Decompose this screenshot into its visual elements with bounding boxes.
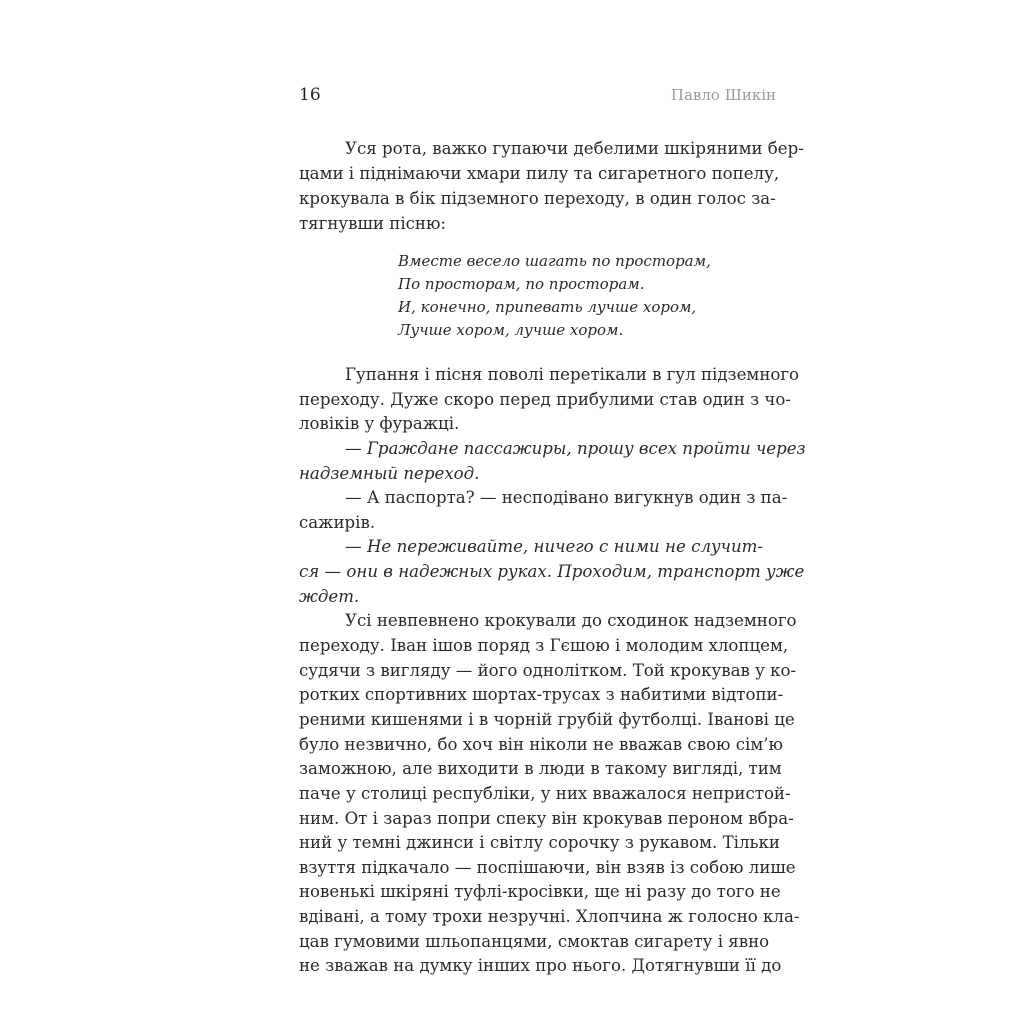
dialogue-line: — Граждане пассажиры, прошу всех пройти через: [345, 438, 806, 458]
poem-line: По просторам, по просторам.: [398, 275, 645, 293]
text-line: переходу. Дуже скоро перед прибулими став один з чо-: [299, 389, 791, 409]
song-quote: [398, 250, 711, 342]
text-line: цав гумовими шльопанцями, смоктав сигарету і явно: [299, 931, 770, 951]
text-line: Усі невпевнено крокували до сходинок надземного: [345, 611, 797, 631]
text-line: заможною, але виходити в люди в такому вигляді, тим: [299, 759, 782, 779]
poem-line: И, конечно, припевать лучше хором,: [398, 298, 697, 316]
dialogue-line: сажирів.: [299, 512, 376, 532]
paragraph-1: [299, 136, 804, 236]
dialogue-line: — А паспорта? — несподівано вигукнув один з па-: [345, 488, 788, 508]
poem-line: Вместе весело шагать по просторам,: [398, 252, 711, 270]
text-line: ний у темні джинси і світлу сорочку з рукавом. Тільки: [299, 833, 780, 853]
dialogue-line: ждет.: [299, 586, 360, 606]
text-line: тягнувши пісню:: [299, 214, 447, 233]
text-line: цами і піднімаючи хмари пилу та сигаретного попелу,: [299, 164, 780, 183]
text-line: було незвично, бо хоч він ніколи не вважав свою сім’ю: [299, 734, 783, 754]
text-line: судячи з вигляду — його однолітком. Той крокував у ко-: [299, 660, 797, 680]
text-line: Гупання і пісня поволі перетікали в гул підземного: [345, 365, 800, 384]
text-line: ловіків у фуражці.: [299, 414, 460, 434]
dialogue-line: ся — они в надежных руках. Проходим, транспорт уже: [299, 562, 805, 582]
text-line: переходу. Іван ішов поряд з Гєшою і молодим хлопцем,: [299, 636, 789, 656]
dialogue-line: надземный переход.: [299, 463, 480, 483]
text-line: вдівані, а тому трохи незручні. Хлопчина ж голосно кла-: [299, 907, 800, 927]
running-header-author: Павло Шикін: [670, 86, 776, 104]
text-line: ним. От і зараз попри спеку він крокував пероном вбра-: [299, 808, 794, 828]
text-line: новенькі шкіряні туфлі-кросівки, ще ні разу до того не: [299, 882, 781, 902]
text-line: Уся рота, важко гупаючи дебелими шкіряними бер-: [345, 139, 804, 158]
poem-line: Лучше хором, лучше хором.: [398, 321, 624, 339]
dialogue-line: — Не переживайте, ничего с ними не случит-: [345, 537, 763, 557]
page-number: 16: [299, 85, 321, 105]
text-line: ротких спортивних шортах-трусах з набитими відтопи-: [299, 685, 784, 705]
text-line: реними кишенями і в чорній грубій футболці. Іванові це: [299, 709, 795, 729]
text-line: не зважав на думку інших про нього. Дотягнувши її до: [299, 956, 782, 976]
body-text: [299, 363, 806, 979]
text-line: крокувала в бік підземного переходу, в один голос за-: [299, 189, 776, 208]
text-line: паче у столиці республіки, у них вважалося непристой-: [299, 783, 791, 803]
text-line: взуття підкачало — поспішаючи, він взяв із собою лише: [299, 857, 796, 877]
